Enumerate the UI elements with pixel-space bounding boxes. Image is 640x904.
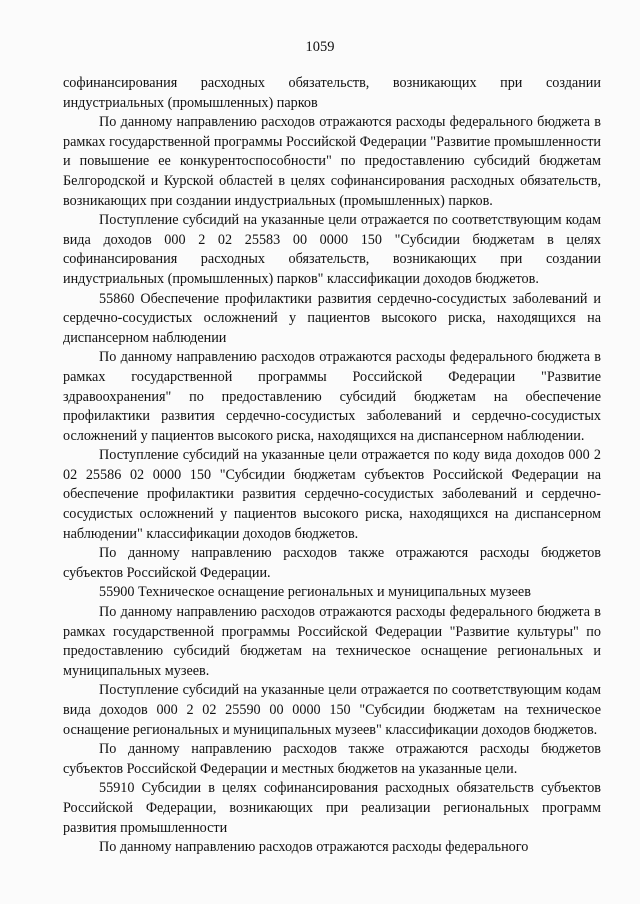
section-heading: 55900 Техническое оснащение региональных и муниципальных музеев	[99, 584, 531, 601]
document-body	[63, 74, 601, 858]
paragraph: По данному направлению расходов отражаются расходы федерального бюджета в рамках государственной программы Российской Федерации "Развитие культуры" по предоставлению субсидий бюджетам на техническое оснащение региональных и муниципальных музеев.	[63, 604, 601, 679]
page-number: 1059	[305, 39, 335, 55]
paragraph: По данному направлению расходов отражаются расходы федерального бюджета в рамках государственной программы Российской Федерации "Развитие здравоохранения" по предоставлению субсидий бюджетам на обеспечение профилактики развития сердечно-сосудистых заболеваний и сердечно-сосудистых осложнений у пациентов высокого риска, находящихся на диспансерном наблюдении.	[63, 349, 601, 444]
paragraph: Поступление субсидий на указанные цели отражается по коду вида доходов 000 2 02 25586 02 0000 150 "Субсидии бюджетам субъектов Российской Федерации на обеспечение профилактики развития сердечно-сосудистых заболеваний и сердечно-сосудистых осложнений у пациентов высокого риска, находящихся на диспансерном наблюдении" классификации доходов бюджетов.	[63, 447, 601, 542]
section-heading: 55860 Обеспечение профилактики развития сердечно-сосудистых заболеваний и сердечно-сосудистых осложнений у пациентов высокого риска, находящихся на диспансерном наблюдении	[63, 290, 601, 346]
paragraph: По данному направлению расходов отражаются расходы федерального	[99, 839, 529, 856]
paragraph: По данному направлению расходов также отражаются расходы бюджетов субъектов Российской Федерации и местных бюджетов на указанные цели.	[63, 741, 601, 777]
section-heading: 55910 Субсидии в целях софинансирования расходных обязательств субъектов Российской Федерации, возникающих при реализации региональных программ развития промышленности	[63, 780, 601, 836]
paragraph: софинансирования расходных обязательств, возникающих при создании индустриальных (промышленных) парков	[63, 75, 601, 111]
paragraph: По данному направлению расходов также отражаются расходы бюджетов субъектов Российской Федерации.	[63, 545, 601, 581]
paragraph: Поступление субсидий на указанные цели отражается по соответствующим кодам вида доходов 000 2 02 25583 00 0000 150 "Субсидии бюджетам в целях софинансирования расходных обязательств, возникающих при создании индустриальных (промышленных) парков" классификации доходов бюджетов.	[63, 212, 601, 287]
paragraph: По данному направлению расходов отражаются расходы федерального бюджета в рамках государственной программы Российской Федерации "Развитие промышленности и повышение ее конкурентоспособности" по предоставлению субсидий бюджетам Белгородской и Курской областей в целях софинансирования расходных обязательств, возникающих при создании индустриальных (промышленных) парков.	[63, 114, 601, 209]
paragraph: Поступление субсидий на указанные цели отражается по соответствующим кодам вида доходов 000 2 02 25590 00 0000 150 "Субсидии бюджетам на техническое оснащение региональных и муниципальных музеев" классификации доходов бюджетов.	[63, 682, 601, 738]
